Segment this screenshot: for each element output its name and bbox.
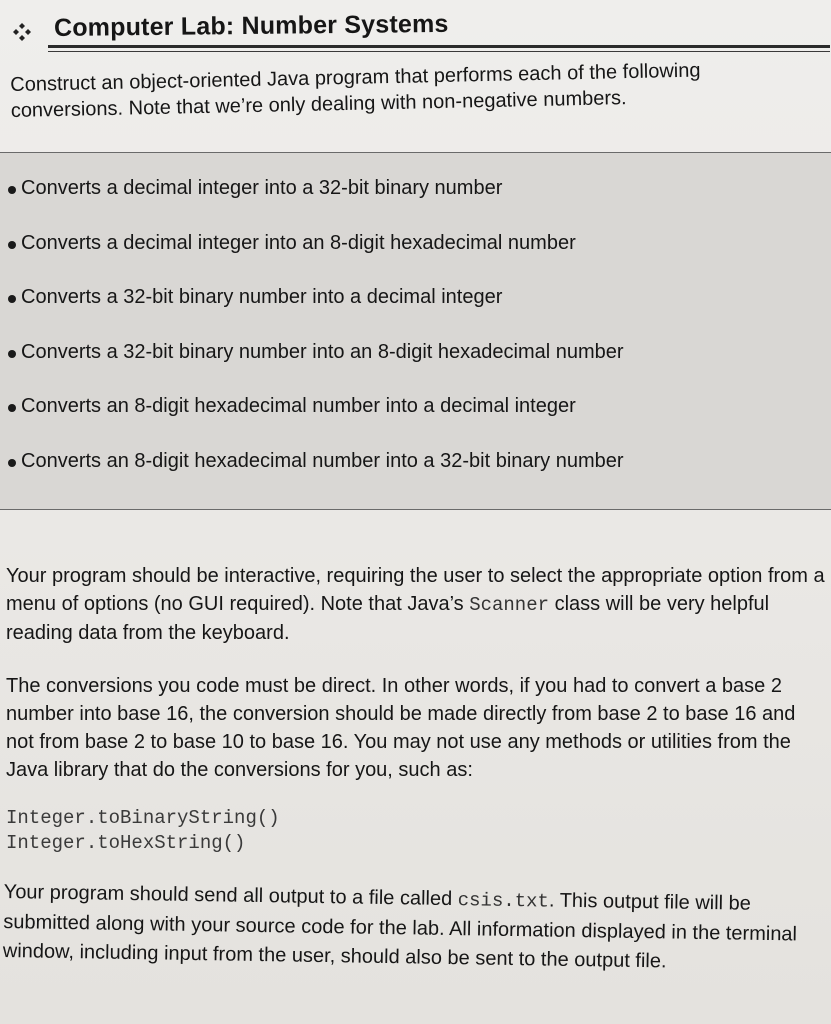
code-line: Integer.toBinaryString(): [6, 807, 280, 829]
list-item-text: Converts a decimal integer into a 32-bit binary number: [21, 177, 503, 199]
bullet-icon: [8, 459, 16, 467]
list-item-text: Converts a 32-bit binary number into a decimal integer: [21, 286, 503, 308]
paragraph-text: Your program should send all output to a file called: [3, 880, 458, 911]
list-item: [8, 393, 823, 448]
list-item-text: Converts an 8-digit hexadecimal number into a decimal integer: [21, 395, 576, 417]
intro-line-2: conversions. Note that we’re only dealing with non-negative numbers.: [10, 87, 627, 122]
list-item-text: Converts an 8-digit hexadecimal number into a 32-bit binary number: [21, 449, 624, 472]
code-examples: [6, 806, 280, 856]
title-rule-thick: [48, 45, 830, 48]
page-title: Computer Lab: Number Systems: [53, 9, 449, 42]
paragraph-text: Your program should be interactive, requiring the user to select the appropriate option from a menu of options (no GUI required). Note that Java’s: [6, 565, 825, 615]
list-item: [8, 448, 823, 503]
list-item: [8, 230, 823, 285]
conversion-list-box: [0, 152, 831, 510]
list-item-text: Converts a decimal integer into an 8-digit hexadecimal number: [21, 231, 576, 254]
bullet-icon: [8, 404, 16, 412]
output-filename-code: csis.txt: [457, 889, 550, 913]
bullet-icon: [8, 350, 16, 358]
interactivity-paragraph: [6, 562, 826, 647]
bullet-icon: [8, 241, 16, 249]
list-item: [8, 339, 823, 394]
paragraph-text: . This output file will be submitted along with your source code for the lab. All information displayed in the terminal window, including input from the user, should also be sent to the output file.: [2, 889, 798, 973]
bullet-icon: [8, 186, 16, 194]
title-rule-thin: [48, 51, 830, 52]
intro-paragraph: [10, 55, 811, 124]
list-item: [8, 284, 823, 339]
list-item: [8, 175, 823, 230]
intro-line-1: Construct an object-oriented Java program that performs each of the following: [10, 59, 701, 96]
code-line: Integer.toHexString(): [6, 832, 246, 854]
section-header: [8, 8, 823, 48]
output-file-paragraph: [3, 878, 819, 979]
direct-conversion-paragraph: The conversions you code must be direct. In other words, if you had to convert a base 2 number into base 16, the conversion should be made directly from base 2 to base 16 and not from base 2 to base 10 to base 16. You may not use any methods or utilities from the Java library that do the conversions for you, such as:: [6, 675, 796, 781]
list-item-text: Converts a 32-bit binary number into an 8-digit hexadecimal number: [21, 340, 624, 363]
bullet-icon: [8, 295, 16, 303]
scanner-code: Scanner: [469, 594, 550, 616]
paragraph-text: class will be very helpful reading data from the keyboard.: [6, 593, 770, 644]
conversion-list: [8, 175, 823, 502]
four-diamond-icon: [12, 22, 32, 42]
